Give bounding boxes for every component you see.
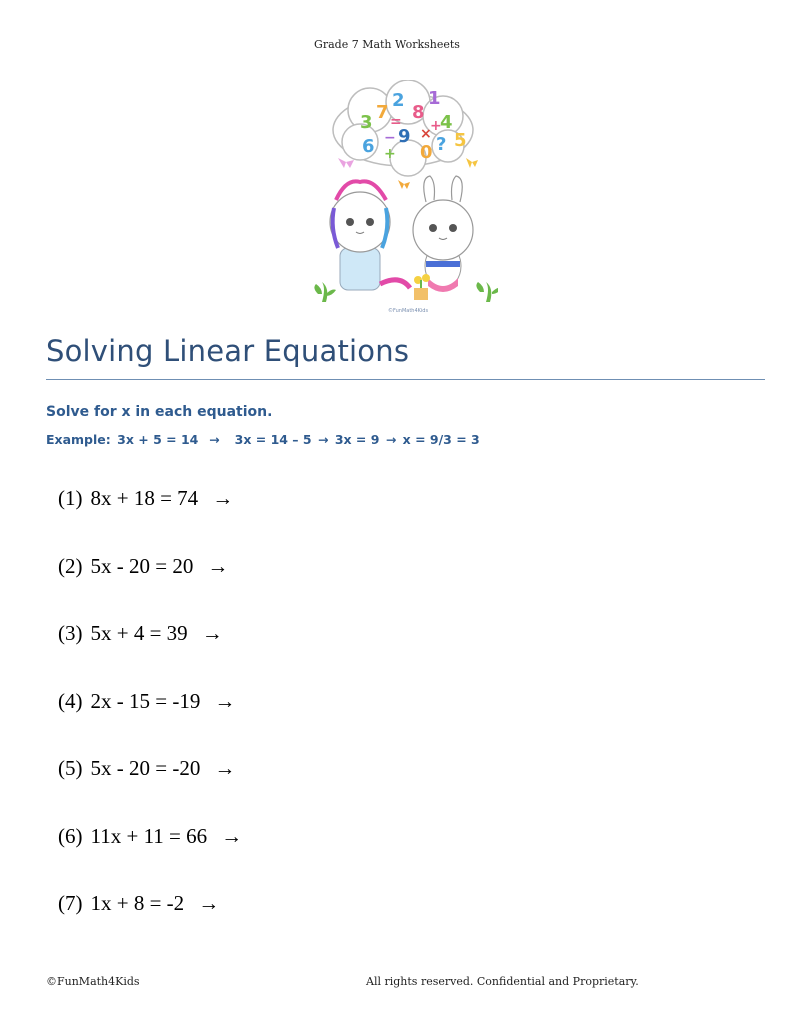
problem-number: (2) <box>58 553 83 578</box>
flower-pot-icon <box>414 274 430 300</box>
footer-rights: All rights reserved. Confidential and Proprietary. <box>366 975 639 988</box>
illustration-credit: ©FunMath4Kids <box>388 308 429 314</box>
cartoon-bunnies-illustration-icon <box>308 80 498 316</box>
svg-text:3: 3 <box>360 112 373 133</box>
svg-text:7: 7 <box>376 102 389 123</box>
answer-arrow: → <box>198 891 220 915</box>
svg-text:6: 6 <box>362 136 375 157</box>
svg-text:2: 2 <box>392 90 405 111</box>
problem-equation: 5x + 4 = 39 <box>90 621 188 645</box>
svg-text:8: 8 <box>412 102 425 123</box>
answer-arrow: → <box>221 823 243 848</box>
example-equation: 3x + 5 = 14 <box>117 432 199 447</box>
svg-text:−: − <box>384 130 396 146</box>
unicorn-bunny-icon <box>330 181 410 290</box>
example-step-1: 3x = 14 – 5 <box>234 432 312 447</box>
example-arrow-2: → <box>317 432 329 447</box>
example-step-3: x = 9/3 = 3 <box>402 432 480 447</box>
problem-number: (7) <box>58 891 83 915</box>
answer-arrow: → <box>212 486 234 510</box>
problem-item <box>58 621 242 689</box>
problem-equation: 1x + 8 = -2 <box>90 891 185 915</box>
problem-equation: 5x - 20 = -20 <box>90 756 201 780</box>
problem-item <box>58 756 242 824</box>
problem-item <box>58 891 242 959</box>
footer-copyright: ©FunMath4Kids <box>46 975 140 988</box>
example-step-2: 3x = 9 <box>334 432 380 447</box>
svg-text:+: + <box>384 146 396 162</box>
svg-text:1: 1 <box>428 88 441 109</box>
answer-arrow: → <box>201 621 223 645</box>
problem-item <box>58 554 242 622</box>
problem-list <box>58 486 242 959</box>
svg-text:+: + <box>430 118 442 134</box>
svg-text:=: = <box>390 114 402 130</box>
problem-number: (1) <box>58 486 83 510</box>
svg-text:4: 4 <box>440 112 453 133</box>
answer-arrow: → <box>214 756 236 780</box>
problem-equation: 8x + 18 = 74 <box>90 486 199 510</box>
page-title: Solving Linear Equations <box>46 334 410 368</box>
svg-text:×: × <box>420 126 432 142</box>
problem-equation: 2x - 15 = -19 <box>90 688 201 713</box>
problem-item <box>58 486 242 554</box>
title-divider <box>46 379 765 380</box>
problem-equation: 5x - 20 = 20 <box>90 553 194 578</box>
worksheet-header: Grade 7 Math Worksheets <box>314 38 460 51</box>
problem-item <box>58 689 242 757</box>
answer-arrow: → <box>207 553 229 578</box>
svg-text:?: ? <box>436 134 447 155</box>
instruction-text: Solve for x in each equation. <box>46 404 273 420</box>
answer-arrow: → <box>214 688 236 713</box>
problem-number: (3) <box>58 621 83 645</box>
example-label: Example: <box>46 432 111 447</box>
problem-item <box>58 824 242 892</box>
problem-number: (4) <box>58 688 83 713</box>
example-arrow-1: → <box>209 432 220 447</box>
problem-equation: 11x + 11 = 66 <box>90 823 208 848</box>
worked-example <box>46 432 482 447</box>
svg-text:5: 5 <box>454 130 467 151</box>
bunny-icon <box>413 176 473 292</box>
problem-number: (5) <box>58 756 83 780</box>
svg-text:9: 9 <box>398 126 411 147</box>
svg-text:0: 0 <box>420 142 433 163</box>
example-arrow-3: → <box>385 432 397 447</box>
problem-number: (6) <box>58 823 83 848</box>
